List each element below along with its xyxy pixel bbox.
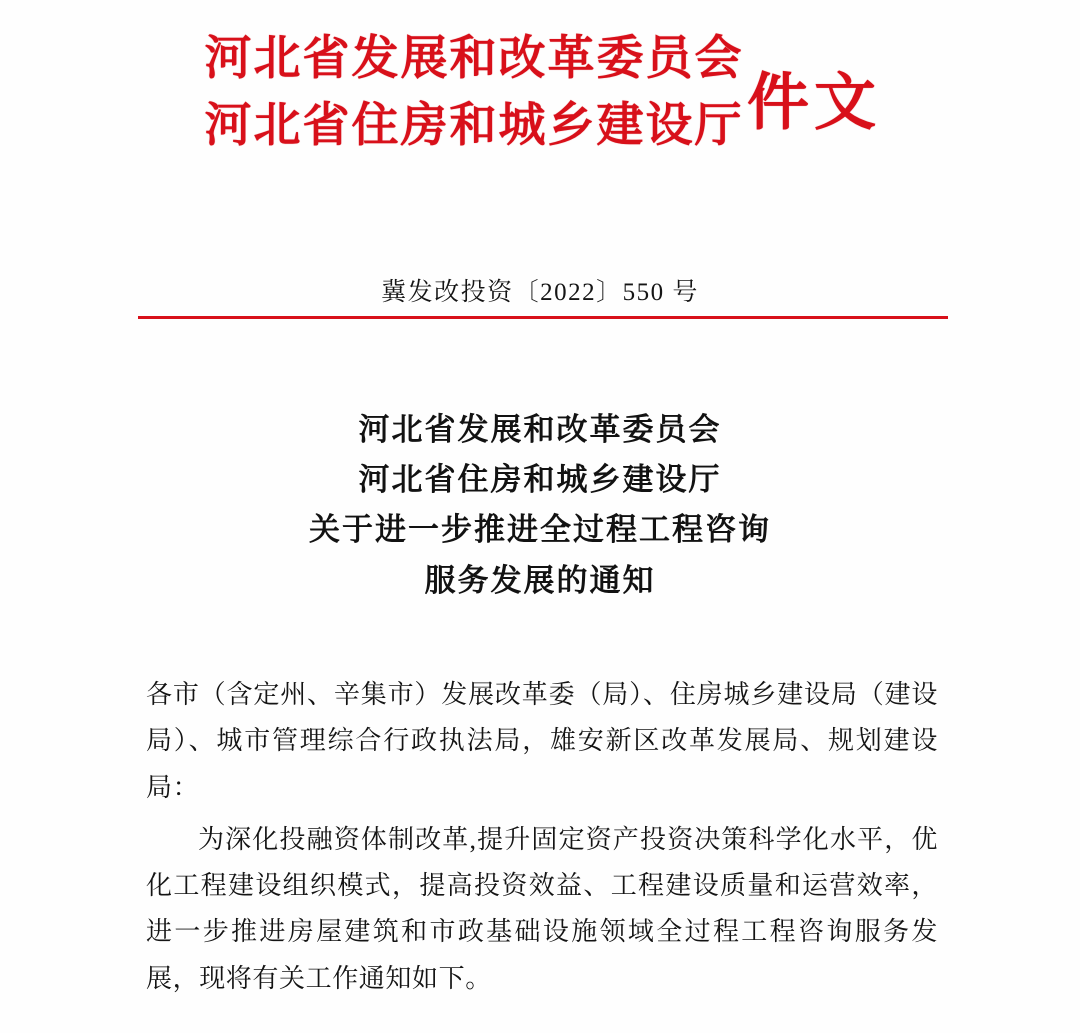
- red-separator-rule: [138, 316, 948, 319]
- body-addressee: 各市（含定州、辛集市）发展改革委（局）、住房城乡建设局（建设局）、城市管理综合行政执法局，雄安新区改革发展局、规划建设局：: [146, 680, 938, 802]
- document-title: [0, 405, 1080, 606]
- title-line-1: 河北省发展和改革委员会: [358, 412, 722, 447]
- document-body: [146, 672, 938, 1008]
- document-number: 冀发改投资〔2022〕550 号: [381, 279, 699, 306]
- title-line-3: 关于进一步推进全过程工程咨询: [309, 512, 771, 548]
- letterhead: [0, 26, 1080, 159]
- letterhead-line-1: 河北省发展和改革委员会: [204, 33, 744, 85]
- body-paragraph-1: 为深化投融资体制改革,提升固定资产投资决策科学化水平，优化工程建设组织模式，提高投资效益、工程建设质量和运营效率，进一步推进房屋建筑和市政基础设施领域全过程工程咨询服务发展，现将有关工作通知如下。: [146, 824, 938, 993]
- letterhead-inner: [205, 26, 876, 159]
- title-line-2: 河北省住房和城乡建设厅: [358, 462, 722, 498]
- letterhead-line-2: 河北省住房和城乡建设厅: [204, 99, 744, 152]
- title-line-4: 服务发展的通知: [424, 562, 656, 598]
- letterhead-document-badge: 文件: [737, 68, 873, 131]
